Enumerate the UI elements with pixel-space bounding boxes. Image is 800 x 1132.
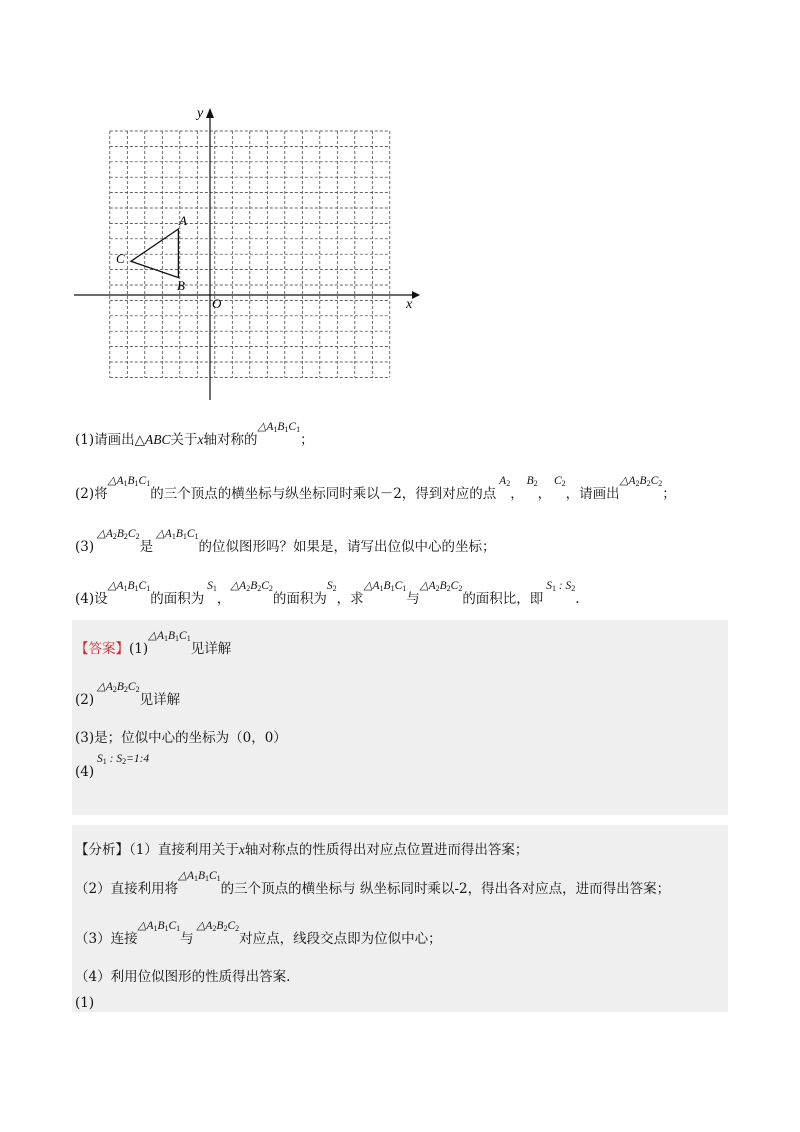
q4-s1-s2: $S_1$ : $S_2$	[543, 580, 576, 593]
q1-x: x	[197, 432, 204, 447]
q3-suffix: 的位似图形吗？如果是，请写出位似中心的坐标；	[198, 539, 496, 555]
triangle-abc	[131, 229, 179, 278]
analysis-3-and: 与	[180, 931, 194, 947]
q4-tri-a1b1c1-b: $\triangle A_1B_1C_1$	[363, 580, 407, 593]
q2-prefix: (2)将	[75, 486, 108, 502]
q1-mid: 关于	[170, 432, 198, 448]
answer-1	[75, 630, 730, 657]
q2-b2: $B_2$	[523, 475, 538, 488]
analysis-3-tri1: $\triangle A_1B_1C_1$	[137, 920, 181, 933]
q2-end: ；	[662, 486, 676, 502]
q3-tri-a1b1c1: $\triangle A_1B_1C_1$	[153, 528, 199, 541]
analysis-2-tri: $\triangle A_1B_1C_1$	[178, 870, 221, 883]
analysis-3-a: （3）连接	[75, 931, 138, 947]
analysis-4-text: （4）利用位似图形的性质得出答案.	[75, 969, 291, 985]
analysis-3	[75, 920, 730, 947]
q1-triangle-abc: ABC	[145, 432, 171, 447]
answer-1-tri: $\triangle A_1B_1C_1$	[148, 630, 191, 643]
point-c-label: C	[116, 251, 125, 266]
analysis-5-text: (1)	[75, 995, 95, 1011]
q4-end: .	[575, 591, 580, 607]
origin-label: O	[212, 296, 222, 311]
q1-suffix: 轴对称的	[203, 432, 258, 448]
answer-2-prefix: (2)	[75, 692, 95, 708]
q4-area1: 的面积为	[150, 591, 205, 607]
q1-end: ；	[300, 432, 314, 448]
q4-ratio: 的面积比，即	[462, 591, 544, 607]
y-axis-arrow	[206, 108, 214, 118]
answer-1-prefix: (1)	[129, 641, 149, 657]
q4-area2: 的面积为	[272, 591, 327, 607]
coordinate-grid-svg	[60, 100, 430, 405]
coordinate-figure	[60, 100, 430, 405]
question-2	[75, 475, 730, 502]
q4-and: 与	[406, 591, 420, 607]
q3-is: 是	[139, 539, 154, 555]
q2-tri-a2b2c2: $\triangle A_2B_2C_2$	[619, 475, 663, 488]
q4-tri-a2b2c2-b: $\triangle A_2B_2C_2$	[419, 580, 463, 593]
q2-tri-a1b1c1: $\triangle A_1B_1C_1$	[107, 475, 151, 488]
point-a-label: A	[179, 213, 187, 228]
answer-3-text: (3)是；位似中心的坐标为（0，0）	[75, 730, 287, 746]
answer-2-text: 见详解	[139, 692, 181, 708]
question-4: (4)设$\triangle A_1B_1C_1$的面积为 $S_1$，$\triangle A_2B_2C_2$的面积为$S_2$，求$\triangle A_1B_1C_1$与$\triangle A_2B_2C_2$的面积比，即 $S_1$ : $S_2$.	[75, 580, 580, 607]
analysis-2	[75, 870, 730, 897]
q4-ask: ，求	[336, 591, 364, 607]
analysis-4	[75, 965, 730, 985]
q2-comma-1: ，	[510, 486, 524, 502]
q4-s1: $S_1$	[204, 580, 217, 593]
q2-a2: $A_2$	[496, 475, 511, 488]
answer-4-ratio: =1:4	[126, 753, 150, 765]
analysis-2-b: 的三个顶点的横坐标与 纵坐标同时乘以-2，得出各对应点，进而得出答案；	[220, 881, 671, 897]
q4-s2: $S_2$	[326, 580, 337, 593]
answer-2	[75, 681, 730, 708]
answer-4-math: $S_1$ : $S_2=1:4$	[94, 753, 150, 766]
analysis-5	[75, 995, 730, 1011]
q4-tri-a1b1c1: $\triangle A_1B_1C_1$	[107, 580, 151, 593]
q4-prefix: (4)设	[75, 591, 108, 607]
answer-3	[75, 726, 730, 746]
q1-prefix: (1)请画出△	[75, 432, 146, 448]
analysis-1-b: 轴对称点的性质得出对应点位置进而得出答案；	[244, 842, 529, 858]
analysis-1	[75, 838, 730, 858]
q3-prefix: (3)	[75, 539, 95, 555]
question-1	[75, 421, 730, 448]
q2-draw: ，请画出	[565, 486, 620, 502]
dashed-grid	[110, 131, 390, 377]
q3-tri-a2b2c2: $\triangle A_2B_2C_2$	[94, 528, 140, 541]
answer-1-text: 见详解	[190, 641, 232, 657]
q2-comma-2: ，	[537, 486, 552, 502]
analysis-1-x: x	[238, 842, 245, 857]
x-axis-label: x	[406, 297, 413, 312]
answer-2-tri: $\triangle A_2B_2C_2$	[94, 681, 140, 694]
answer-4	[75, 753, 730, 780]
analysis-1-a: （1）直接利用关于	[129, 842, 239, 858]
q1-tri-a1b1c1: $\triangle A_1B_1C_1$	[257, 421, 301, 434]
q2-mid: 的三个顶点的横坐标与纵坐标同时乘以－2，得到对应的点	[150, 486, 497, 502]
x-axis-arrow	[412, 291, 420, 299]
point-b-label: B	[177, 278, 185, 293]
analysis-3-tri2: $\triangle A_2B_2C_2$	[193, 920, 240, 933]
q2-c2: $C_2$	[551, 475, 566, 488]
analysis-tag: 【分析】	[75, 842, 129, 858]
analysis-2-a: （2）直接利用将	[75, 881, 179, 897]
analysis-3-b: 对应点，线段交点即为位似中心；	[239, 931, 442, 947]
answer-tag: 【答案】	[75, 641, 129, 657]
question-3	[75, 528, 730, 555]
answer-4-prefix: (4)	[75, 764, 95, 780]
y-axis-label: y	[197, 106, 204, 121]
q4-tri-a2b2c2: $\triangle A_2B_2C_2$	[230, 580, 273, 593]
